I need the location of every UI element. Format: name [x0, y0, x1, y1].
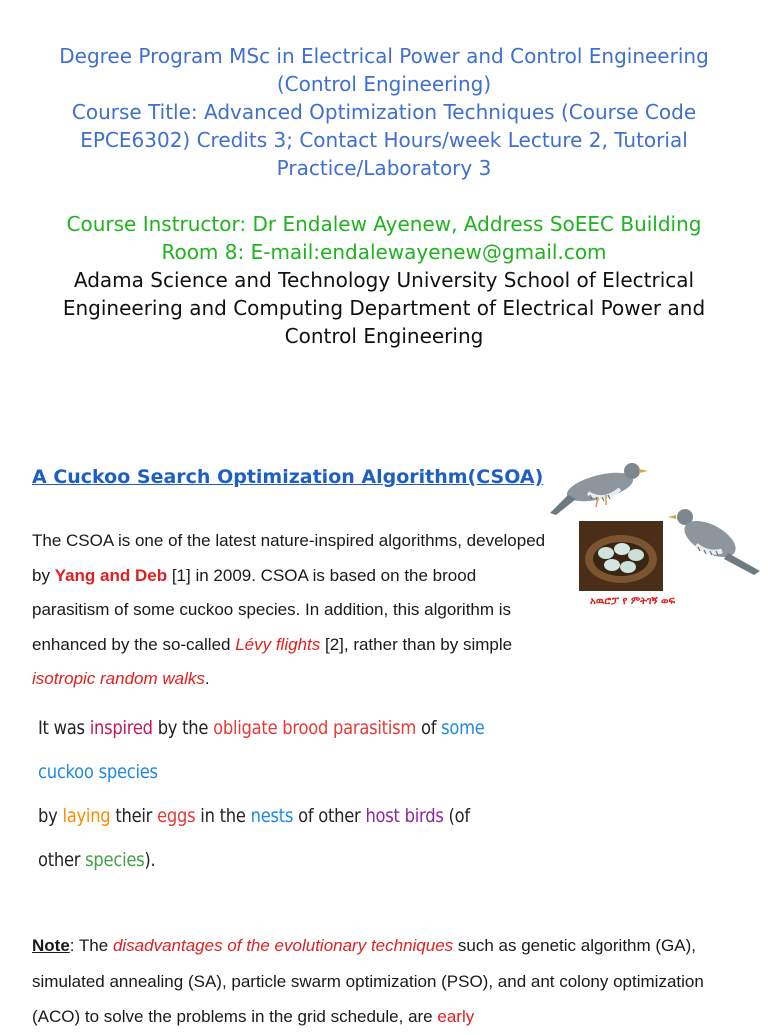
course-title-line-2: EPCE6302) Credits 3; Contact Hours/week Lecture 2, Tutorial	[80, 128, 688, 152]
note-text-2: such as genetic algorithm (GA), simulated annealing (SA), particle swarm optimization (PSO), and ant colony optimization (ACO) to solve the problems in the grid schedule, are	[32, 936, 704, 1026]
highlight-segment: host birds	[365, 805, 444, 827]
intro-paragraph	[32, 524, 552, 697]
intro-text-3: [2], rather than by simple	[320, 634, 513, 654]
highlight-segment: obligate brood parasitism	[213, 717, 417, 739]
intro-text-1: The CSOA is one of the latest nature-inspired algorithms, developed by	[32, 531, 546, 585]
intro-text-4: .	[204, 669, 210, 688]
cuckoo-bird-icon	[668, 509, 760, 575]
section-title: A Cuckoo Search Optimization Algorithm(CSOA)	[32, 466, 544, 488]
degree-line-2: (Control Engineering)	[276, 72, 492, 96]
highlight-segment: their	[110, 805, 158, 827]
authors-highlight: Yang and Deb	[54, 565, 168, 585]
figure-caption: አዉሮፓ የ ምትገኝ ወፍ	[590, 596, 676, 607]
course-header	[0, 42, 768, 350]
early-highlight: early	[437, 1007, 475, 1026]
disadvantages-highlight: disadvantages of the evolutionary techniques	[112, 936, 454, 955]
egg-nest-icon	[579, 521, 663, 591]
highlight-segment: of other	[293, 805, 366, 827]
instructor-line-2: Room 8: E-mail:endalewayenew@gmail.com	[161, 240, 607, 264]
highlight-segment: ).	[144, 849, 156, 871]
instructor-line-1: Course Instructor: Dr Endalew Ayenew, Address SoEEC Building	[66, 212, 702, 236]
university-line-2: Engineering and Computing Department of Electrical Power and	[62, 296, 706, 320]
highlight-segment: by	[38, 805, 63, 827]
degree-line-1: Degree Program MSc in Electrical Power and Control Engineering	[59, 44, 709, 68]
highlight-segment: laying	[62, 805, 111, 827]
note-text-1: : The	[69, 936, 113, 955]
note-label: Note	[32, 936, 70, 955]
highlight-segment: It was	[38, 717, 90, 739]
highlight-line-2	[38, 794, 485, 882]
isotropic-highlight: isotropic random walks	[32, 669, 205, 688]
intro-text-2: [1] in 2009. CSOA is based on the brood parasitism of some cuckoo species. In addition, this algorithm is enhanced by the so-called	[32, 565, 512, 654]
cuckoo-figure	[548, 455, 768, 615]
highlight-segment: by the	[152, 717, 214, 739]
cuckoo-bird-icon	[550, 463, 648, 515]
course-title-line-1: Course Title: Advanced Optimization Techniques (Course Code	[71, 100, 697, 124]
highlight-segment: some cuckoo species	[38, 717, 485, 783]
highlight-segment: eggs	[157, 805, 196, 827]
university-line-3: Control Engineering	[284, 324, 484, 348]
highlight-segment: nests	[250, 805, 294, 827]
highlight-segment: inspired	[89, 717, 153, 739]
note-paragraph	[32, 928, 748, 1035]
highlight-segment: in the	[195, 805, 251, 827]
highlight-sentence	[38, 706, 485, 882]
highlight-segment: of	[416, 717, 442, 739]
levy-highlight: Lévy flights	[235, 634, 321, 654]
highlight-segment: species	[85, 849, 145, 871]
course-title-line-3: Practice/Laboratory 3	[276, 156, 492, 180]
university-line-1: Adama Science and Technology University School of Electrical	[73, 268, 695, 292]
highlight-line-1	[38, 706, 485, 794]
highlight-segment: (of other	[38, 805, 470, 871]
